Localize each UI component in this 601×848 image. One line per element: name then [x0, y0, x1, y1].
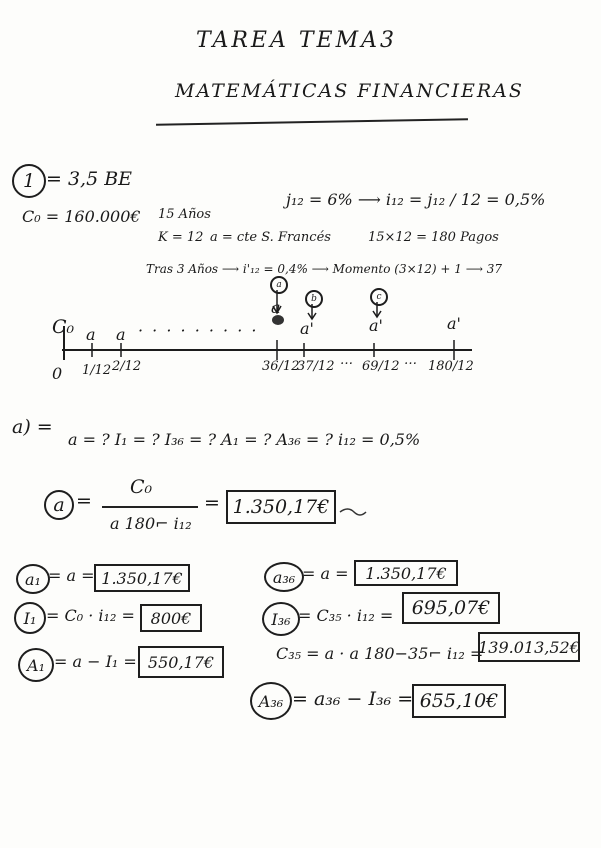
c35-result-box: 139.013,52€	[478, 632, 580, 662]
marker-a: a	[270, 276, 288, 294]
i36-expr: = C₃₅ · i₁₂ =	[298, 606, 394, 625]
a36-result-box: 1.350,17€	[354, 560, 458, 586]
frequency-k: K = 12	[158, 230, 204, 245]
fraction-bar	[102, 506, 198, 508]
page-subtitle: MATEMÁTICAS FINANCIERAS	[175, 80, 524, 102]
scribble-formula	[340, 509, 366, 515]
marker-b: b	[305, 290, 323, 308]
problem-number: 1	[22, 170, 36, 192]
a36-circle: a₃₆	[264, 562, 304, 592]
a1-amort-circle: A₁	[18, 648, 54, 682]
formula-equals-2: =	[204, 492, 220, 514]
timeline-bottom-1: 1/12	[82, 363, 112, 378]
number-of-payments: 15×12 = 180 Pagos	[368, 230, 499, 245]
a1-result-box: 1.350,17€	[94, 564, 190, 592]
formula-equals: =	[76, 490, 92, 512]
timeline-bottom-69: 69/12	[362, 359, 400, 374]
a36-amort-circle: A₃₆	[250, 682, 292, 720]
timeline-bottom-37: 37/12	[297, 359, 335, 374]
formula-denominator: a 180⌐ i₁₂	[110, 514, 192, 533]
amortization-method: a = cte S. Francés	[210, 230, 331, 245]
a36-amort-result-box: 655,10€	[412, 684, 506, 718]
timeline-label-c0: C₀	[52, 316, 75, 338]
i1-result-box: 800€	[140, 604, 202, 632]
timeline-dots: · · · · · · · · ·	[138, 321, 259, 340]
i1-circle: I₁	[14, 602, 46, 634]
timeline-bottom-180: 180/12	[428, 359, 474, 374]
timeline-label-a36: a	[271, 298, 281, 317]
timeline-label-a2: a	[116, 325, 126, 344]
timeline-label-a69: a'	[369, 316, 383, 335]
a36-amort-expr: = a₃₆ − I₃₆ =	[292, 688, 414, 710]
timeline-bottom-2: 2/12	[112, 359, 142, 374]
rate-change-note: Tras 3 Años ⟶ i'₁₂ = 0,4% ⟶ Momento (3×12) + 1 ⟶ 37	[146, 262, 503, 276]
timeline-label-a1: a	[86, 325, 96, 344]
a1-expr: = a =	[48, 566, 95, 585]
nominal-rate: j₁₂ = 6% ⟶ i₁₂ = j₁₂ / 12 = 0,5%	[286, 190, 546, 209]
timeline-label-a37: a'	[300, 319, 314, 338]
i1-expr: = C₀ · i₁₂ =	[46, 606, 135, 625]
a1-amort-expr: = a − I₁ =	[54, 652, 137, 671]
marker-c: c	[370, 288, 388, 306]
part-a-unknowns: a = ? I₁ = ? I₃₆ = ? A₁ = ? A₃₆ = ? i₁₂ = 0,5%	[68, 430, 421, 449]
formula-result-box	[226, 490, 336, 524]
a1-circle: a₁	[16, 564, 50, 594]
formula-numerator: C₀	[130, 476, 153, 498]
i36-result-box: 695,07€	[402, 592, 500, 624]
part-a-label: a) =	[12, 416, 53, 438]
formula-circle: a	[44, 490, 74, 520]
timeline-bottom-36: 36/12	[262, 359, 300, 374]
timeline-bottom-ellipsis-2: …	[404, 353, 417, 368]
problem-statement: = 3,5 BE	[46, 168, 133, 190]
c35-expr: C₃₅ = a · a 180−35⌐ i₁₂ =	[276, 644, 484, 663]
i36-circle: I₃₆	[262, 602, 300, 636]
timeline-bottom-ellipsis-1: …	[340, 353, 353, 368]
term-years: 15 Años	[158, 207, 211, 222]
a1-amort-result-box: 550,17€	[138, 646, 224, 678]
a36-expr: = a =	[302, 564, 349, 583]
timeline-label-a180: a'	[447, 314, 461, 333]
timeline-bottom-0: 0	[52, 364, 63, 383]
formula-result: 1.350,17€	[232, 496, 330, 518]
page-title: TAREA TEMA3	[196, 28, 398, 53]
initial-capital: C₀ = 160.000€	[22, 207, 141, 226]
